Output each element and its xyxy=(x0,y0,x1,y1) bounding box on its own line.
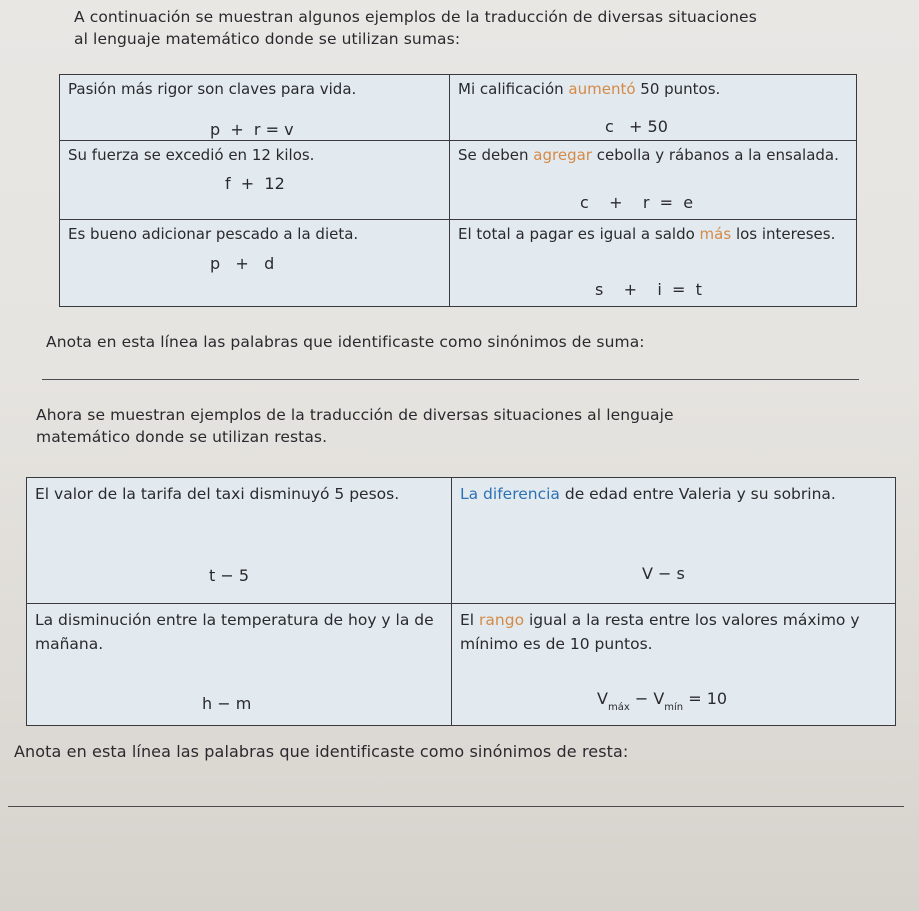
sum-cell-1 xyxy=(60,75,450,141)
sub-cell-4 xyxy=(452,604,896,726)
sub-cell-3-text: La disminución entre la temperatura de hoy y la de mañana. xyxy=(35,611,434,653)
sum-cell-5-text: Es bueno adicionar pescado a la dieta. xyxy=(68,225,359,243)
sub-cell-1-text: El valor de la tarifa del taxi disminuyó 5 pesos. xyxy=(35,485,400,503)
sum-synonyms-prompt: Anota en esta línea las palabras que identificaste como sinónimos de suma: xyxy=(46,333,645,351)
sum-cell-3 xyxy=(60,141,450,220)
subtraction-synonyms-prompt: Anota en esta línea las palabras que identificaste como sinónimos de resta: xyxy=(14,742,629,761)
sub-cell-3-expression: h − m xyxy=(202,694,252,713)
sum-cell-6 xyxy=(450,220,857,307)
sum-cell-2-text: Mi calificación aumentó 50 puntos. xyxy=(458,80,721,98)
sum-cell-6-text: El total a pagar es igual a saldo más los intereses. xyxy=(458,225,836,243)
intro-line-1: A continuación se muestran algunos ejemplos de la traducción de diversas situaciones xyxy=(74,8,757,26)
sum-cell-3-text: Su fuerza se excedió en 12 kilos. xyxy=(68,146,315,164)
sum-cell-2-expression: c + 50 xyxy=(605,117,668,136)
sub-cell-2-text: La diferencia de edad entre Valeria y su sobrina. xyxy=(460,485,836,503)
sub-cell-4-expression: $V_{máx} - V_{mín} = 10$ xyxy=(597,689,728,713)
sum-cell-4-text: Se deben agregar cebolla y rábanos a la ensalada. xyxy=(458,146,839,164)
sum-cell-5 xyxy=(60,220,450,307)
subtraction-answer-line[interactable] xyxy=(8,806,904,807)
sum-cell-1-text: Pasión más rigor son claves para vida. xyxy=(68,80,357,98)
sum-cell-4-expression: c + r = e xyxy=(580,193,694,212)
sub-cell-4-text: El rango igual a la resta entre los valores máximo y mínimo es de 10 puntos. xyxy=(460,611,860,653)
sub-cell-2 xyxy=(452,478,896,604)
sub-cell-1 xyxy=(27,478,452,604)
sum-cell-2 xyxy=(450,75,857,141)
intro-paragraph xyxy=(74,6,834,50)
intro-line-2: al lenguaje matemático donde se utilizan sumas: xyxy=(74,30,461,48)
sum-cell-5-expression: p + d xyxy=(210,254,275,273)
intro2-paragraph xyxy=(36,404,876,448)
sum-cell-4 xyxy=(450,141,857,220)
sub-cell-3 xyxy=(27,604,452,726)
sub-cell-2-expression: V − s xyxy=(642,564,685,583)
intro2-line-1: Ahora se muestran ejemplos de la traducción de diversas situaciones al lenguaje xyxy=(36,406,674,424)
sum-cell-1-expression: p + r = v xyxy=(210,120,294,139)
sum-cell-3-expression: f + 12 xyxy=(225,174,285,193)
sum-examples-table xyxy=(59,74,857,307)
sub-cell-1-expression: t − 5 xyxy=(209,566,250,585)
sum-cell-6-expression: s + i = t xyxy=(595,280,702,299)
subtraction-examples-table xyxy=(26,477,896,726)
sum-answer-line[interactable] xyxy=(42,379,859,380)
intro2-line-2: matemático donde se utilizan restas. xyxy=(36,428,328,446)
